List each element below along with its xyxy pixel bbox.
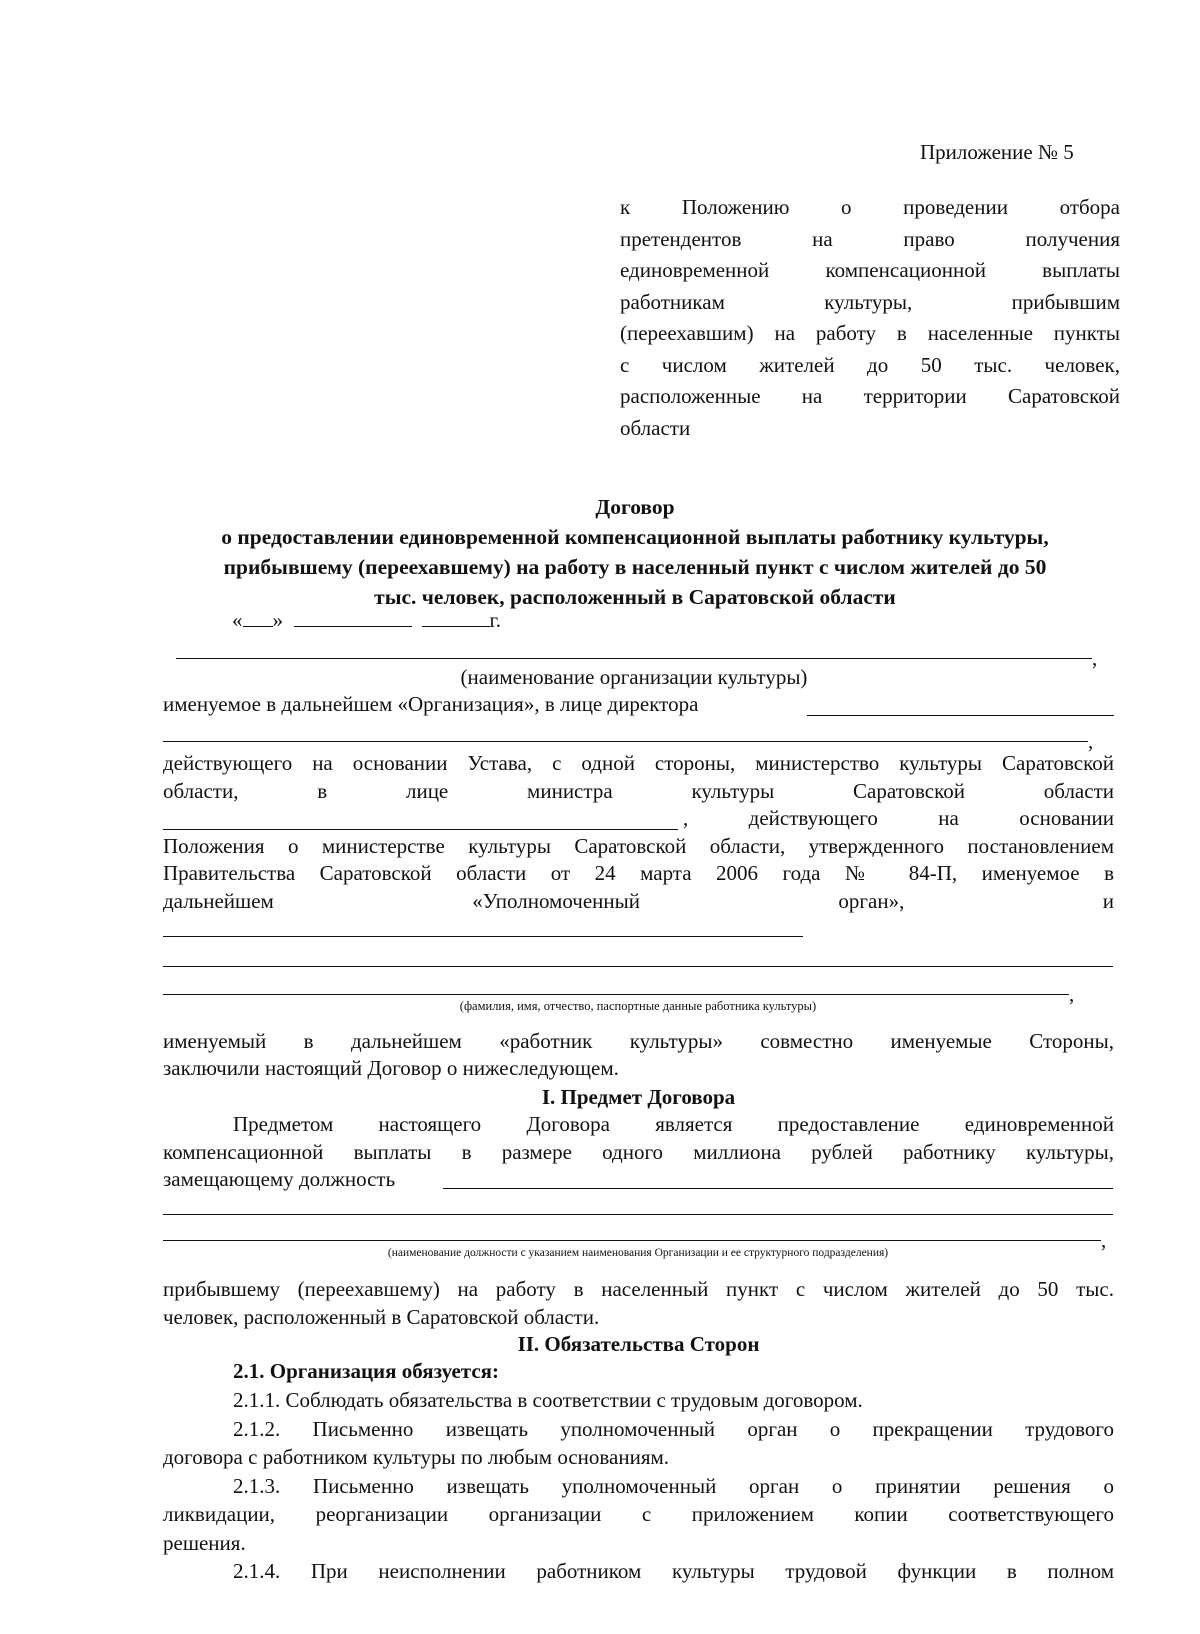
date-close-quote: »: [272, 608, 283, 632]
day-blank: [243, 608, 273, 627]
list-item-continuation: решения.: [163, 1530, 246, 1555]
reference-line: (переехавшим) на работу в населенные пункты: [620, 321, 1120, 345]
year-blank: [422, 608, 490, 627]
text-line: прибывшему (переехавшему) на работу в населенный пункт с числом жителей до 50 тыс.: [163, 1277, 1114, 1301]
reference-line: единовременной компенсационной выплаты: [620, 258, 1120, 282]
date-open-quote: «: [232, 608, 243, 632]
text-line: дальнейшем «Уполномоченный орган», и: [163, 888, 1114, 913]
appendix-number: Приложение № 5: [920, 140, 1074, 164]
month-blank: [294, 608, 412, 627]
contract-title: [150, 492, 1120, 612]
director-blank: [807, 715, 1114, 716]
minister-blank: [163, 829, 678, 830]
reference-line: с числом жителей до 50 тыс. человек,: [620, 352, 1120, 377]
list-item-continuation: ликвидации, реорганизации организации с приложением копии соответствующего: [163, 1502, 1114, 1526]
paragraph-organization: [163, 690, 1114, 718]
subsection-organization: 2.1. Организация обязуется:: [233, 1359, 500, 1383]
text-line: действующего на основании Устава, с одной стороны, министерство культуры Саратовской: [163, 751, 1114, 775]
contract-date: [232, 606, 501, 634]
text-line: компенсационной выплаты в размере одного миллиона рублей работнику культуры,: [163, 1139, 1114, 1164]
list-item: 2.1.4. При неисполнении работником культуры трудовой функции в полном: [233, 1559, 1114, 1583]
position-blank-1: [443, 1188, 1113, 1189]
position-blank-3: [163, 1240, 1101, 1241]
comma: ,: [1069, 982, 1075, 1006]
org-representative-text: именуемое в дальнейшем «Организация», в лице директора: [163, 692, 699, 716]
text-line: , действующего на основании: [683, 806, 1114, 830]
director-name-blank: [163, 741, 1088, 742]
reference-line: к Положению о проведении отбора: [620, 195, 1120, 219]
year-suffix: г.: [489, 608, 501, 632]
worker-blank-3: [163, 994, 1069, 995]
section-title-subject: I. Предмет Договора: [541, 1085, 736, 1109]
title-line: прибывшему (переехавшему) на работу в населенный пункт с числом жителей до 50: [223, 555, 1047, 579]
worker-blank-2: [163, 966, 1113, 967]
list-item-continuation: договора с работником культуры по любым основаниям.: [163, 1445, 670, 1469]
reference-line: работникам культуры, прибывшим: [620, 289, 1120, 314]
org-name-blank: [176, 658, 1092, 659]
text-line: заключили настоящий Договор о нижеследующем.: [163, 1056, 619, 1080]
text-line: человек, расположенный в Саратовской области.: [163, 1305, 600, 1329]
text-line: Предметом настоящего Договора является предоставление единовременной: [233, 1112, 1114, 1136]
title-line: о предоставлении единовременной компенсационной выплаты работнику культуры,: [221, 525, 1049, 549]
paragraph-parties: [163, 750, 1114, 915]
section-title-obligations: II. Обязательства Сторон: [517, 1332, 760, 1356]
list-item: 2.1.2. Письменно извещать уполномоченный орган о прекращении трудового: [233, 1416, 1114, 1441]
text-line: именуемый в дальнейшем «работник культуры» совместно именуемые Стороны,: [163, 1029, 1114, 1053]
comma: ,: [1092, 646, 1098, 670]
title-line: тыс. человек, расположенный в Саратовской области: [374, 585, 896, 609]
position-caption: (наименование должности с указанием наименования Организации и ее структурного подразделения): [387, 1247, 889, 1259]
reference-line: области: [620, 415, 691, 440]
reference-line: расположенные на территории Саратовской: [620, 384, 1120, 408]
list-item: 2.1.3. Письменно извещать уполномоченный орган о принятии решения о: [233, 1473, 1114, 1498]
position-blank-2: [163, 1214, 1113, 1215]
text-line: Положения о министерстве культуры Саратовской области, утвержденного постановлением: [163, 833, 1114, 858]
obligations-list: [163, 1386, 1114, 1586]
paragraph-worker: [163, 1028, 1114, 1082]
text-line: области, в лице министра культуры Саратовской области: [163, 778, 1114, 803]
text-line: замещающему должность: [163, 1167, 396, 1191]
worker-data-caption: (фамилия, имя, отчество, паспортные данные работника культуры): [459, 999, 817, 1013]
org-name-caption: (наименование организации культуры): [460, 665, 808, 689]
paragraph-arrival: [163, 1275, 1114, 1331]
list-item: 2.1.1. Соблюдать обязательства в соответствии с трудовым договором.: [233, 1388, 863, 1412]
worker-blank-1: [163, 936, 803, 937]
paragraph-subject: [163, 1111, 1114, 1194]
appendix-reference: [620, 192, 1120, 444]
title-line: Договор: [595, 495, 675, 519]
text-line: Правительства Саратовской области от 24 марта 2006 года № 84-П, именуемое в: [163, 861, 1114, 885]
comma: ,: [1101, 1228, 1107, 1252]
comma: ,: [1088, 729, 1094, 753]
reference-line: претендентов на право получения: [620, 226, 1120, 251]
